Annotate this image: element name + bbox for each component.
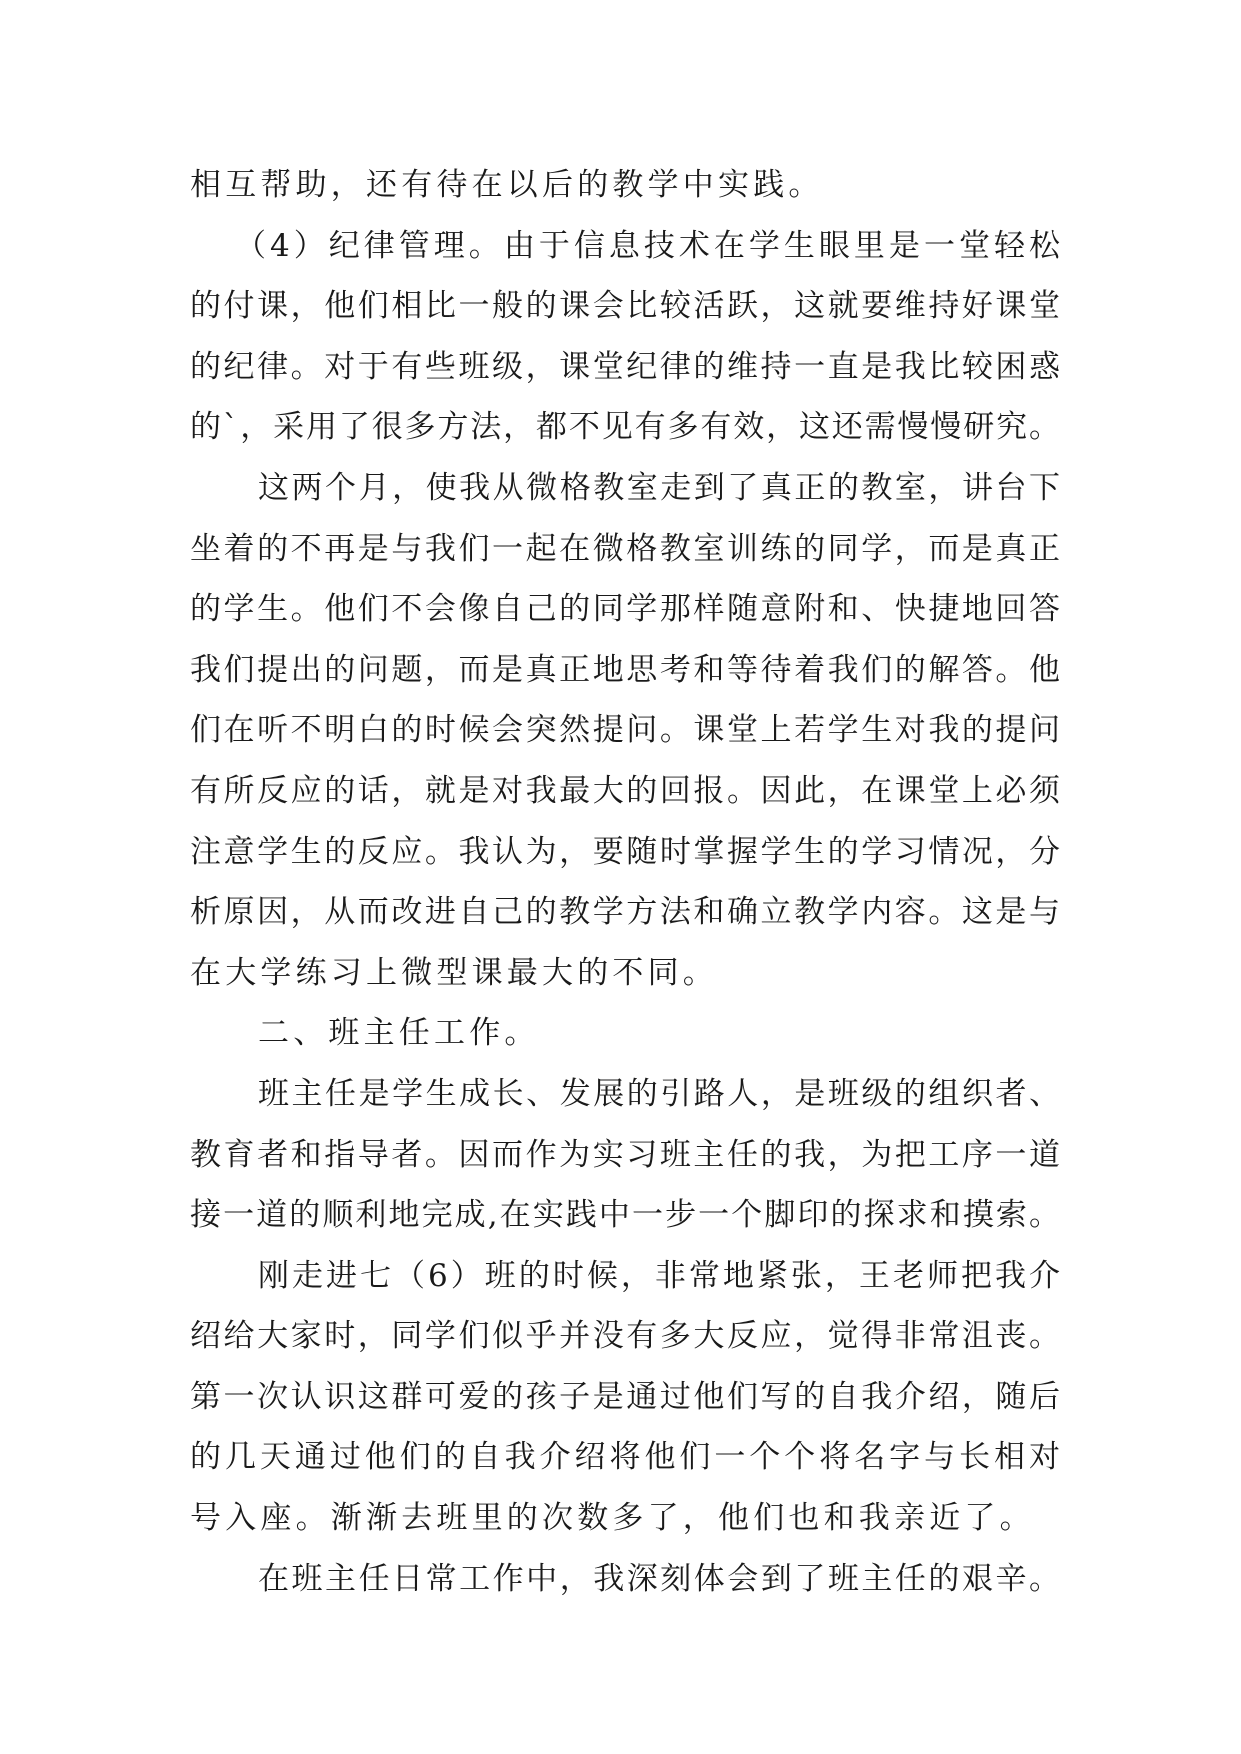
text-line: 的学生。他们不会像自己的同学那样随意附和、快捷地回答 [190, 591, 1060, 628]
text-line: 刚走进七（6）班的时候，非常地紧张，王老师把我介 [258, 1257, 1060, 1294]
text-line: 绍给大家时，同学们似乎并没有多大反应，觉得非常沮丧。 [190, 1318, 1060, 1355]
text-line: 在班主任日常工作中，我深刻体会到了班主任的艰辛。 [258, 1560, 1060, 1597]
text-line: 坐着的不再是与我们一起在微格教室训练的同学，而是真正 [190, 530, 1060, 567]
text-line: 的付课，他们相比一般的课会比较活跃，这就要维持好课堂 [190, 288, 1060, 325]
text-line: 有所反应的话，就是对我最大的回报。因此，在课堂上必须 [190, 772, 1060, 809]
text-line: 相互帮助，还有待在以后的教学中实践。 [190, 167, 824, 203]
text-line: 教育者和指导者。因而作为实习班主任的我，为把工序一道 [190, 1136, 1060, 1173]
text-line: 这两个月，使我从微格教室走到了真正的教室，讲台下 [258, 469, 1060, 506]
text-line: 我们提出的问题，而是真正地思考和等待着我们的解答。他 [190, 651, 1060, 688]
text-line: 班主任是学生成长、发展的引路人，是班级的组织者、 [258, 1075, 1060, 1112]
text-line: 的纪律。对于有些班级，课堂纪律的维持一直是我比较困惑 [190, 348, 1060, 385]
text-line: 号入座。渐渐去班里的次数多了，他们也和我亲近了。 [190, 1500, 1035, 1537]
text-line: 第一次认识这群可爱的孩子是通过他们写的自我介绍，随后 [190, 1378, 1060, 1415]
text-line: 的几天通过他们的自我介绍将他们一个个将名字与长相对 [190, 1439, 1060, 1476]
text-line: 的`，采用了很多方法，都不见有多有效，这还需慢慢研究。 [190, 409, 1060, 446]
text-line: 二、班主任工作。 [258, 1015, 540, 1052]
text-line: 接一道的顺利地完成,在实践中一步一个脚印的探求和摸索。 [190, 1197, 1060, 1234]
body-text [190, 155, 1060, 1609]
text-line: 析原因，从而改进自己的教学方法和确立教学内容。这是与 [190, 894, 1060, 931]
text-line: 在大学练习上微型课最大的不同。 [190, 954, 718, 991]
text-line: 们在听不明白的时候会突然提问。课堂上若学生对我的提问 [190, 712, 1060, 749]
text-line: （4）纪律管理。由于信息技术在学生眼里是一堂轻松 [235, 227, 1060, 264]
text-line: 注意学生的反应。我认为，要随时掌握学生的学习情况，分 [190, 833, 1060, 870]
